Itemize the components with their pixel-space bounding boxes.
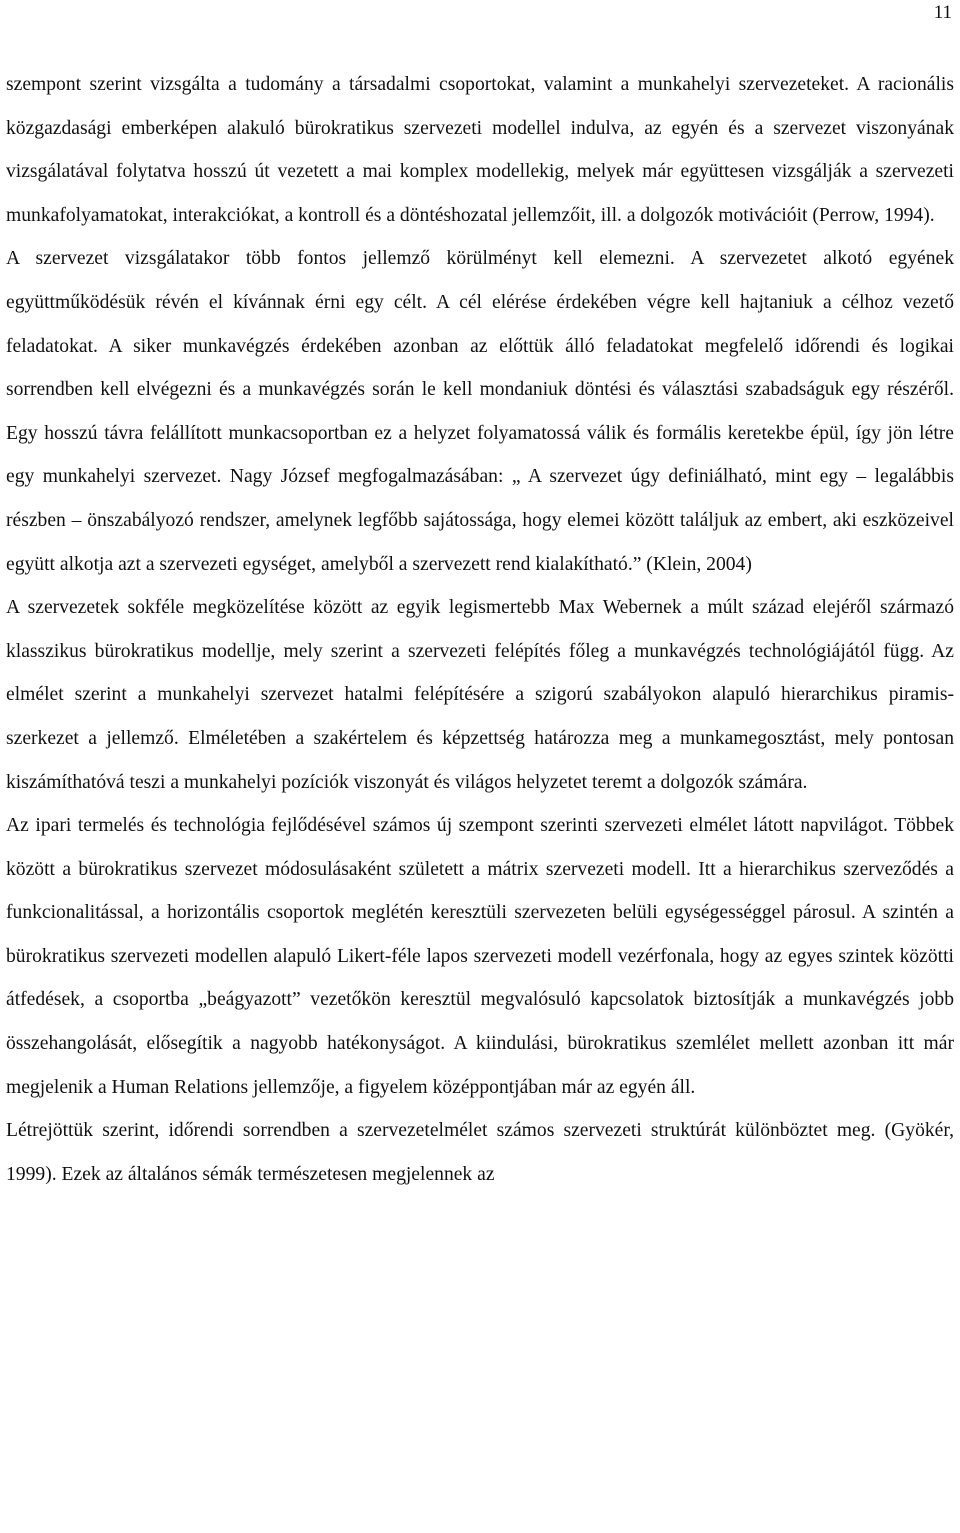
paragraph: Az ipari termelés és technológia fejlődésével számos új szempont szerinti szervezeti elmélet látott napvilágot. Többek között a bürokratikus szervezet módosulásaként született a mátrix szervezeti modell. Itt a hierarchikus szerveződés a funkcionalitással, a horizontális csoportok meglétén keresztüli szervezeten belüli egységességgel párosul. A szintén a bürokratikus szervezeti modellen alapuló Likert-féle lapos szervezeti modell vezérfonala, hogy az egyes szintek közötti átfedések, a csoportba „beágyazott” vezetőkön keresztül megvalósuló kapcsolatok biztosítják a munkavégzés jobb összehangolását, elősegítik a nagyobb hatékonyságot. A kiindulási, bürokratikus szemlélet mellett azonban itt már megjelenik a Human Relations jellemzője, a figyelem középpontjában már az egyén áll. bbox=[6, 815, 954, 1098]
paragraph: szempont szerint vizsgálta a tudomány a társadalmi csoportokat, valamint a munkahelyi szervezeteket. A racionális közgazdasági emberképen alakuló bürokratikus szervezeti modellel indulva, az egyén és a szervezet viszonyának vizsgálatával folytatva hosszú út vezetett a mai komplex modellekig, melyek már együttesen vizsgálják a szervezeti munkafolyamatokat, interakciókat, a kontroll és a döntéshozatal jellemzőit, ill. a dolgozók motivációit (Perrow, 1994). bbox=[6, 74, 954, 226]
paragraph: A szervezetek sokféle megközelítése között az egyik legismertebb Max Webernek a múlt század elejéről származó klasszikus bürokratikus modellje, mely szerint a szervezeti felépítés főleg a munkavégzés technológiájától függ. Az elmélet szerint a munkahelyi szervezet hatalmi felépítésére a szigorú szabályokon alapuló hierarchikus piramis-szerkezet a jellemző. Elméletében a szakértelem és képzettség határozza meg a munkamegosztást, mely pontosan kiszámíthatóvá teszi a munkahelyi pozíciók viszonyát és világos helyzetet teremt a dolgozók számára. bbox=[6, 597, 954, 793]
page-number: 11 bbox=[933, 2, 952, 23]
paragraph: Létrejöttük szerint, időrendi sorrendben a szervezetelmélet számos szervezeti struktúrát különböztet meg. (Gyökér, 1999). Ezek az általános sémák természetesen megjelennek az bbox=[6, 1120, 954, 1185]
paragraph: A szervezet vizsgálatakor több fontos jellemző körülményt kell elemezni. A szervezetet alkotó egyének együttműködésük révén el kívánnak érni egy célt. A cél elérése érdekében végre kell hajtaniuk a célhoz vezető feladatokat. A siker munkavégzés érdekében azonban az előttük álló feladatokat megfelelő időrendi és logikai sorrendben kell elvégezni és a munkavégzés során le kell mondaniuk döntési és választási szabadságuk egy részéről. Egy hosszú távra felállított munkacsoportban ez a helyzet folyamatossá válik és formális keretekbe épül, így jön létre egy munkahelyi szervezet. Nagy József megfogalmazásában: „ A szervezet úgy definiálható, mint egy – legalábbis részben – önszabályozó rendszer, amelynek legfőbb sajátossága, hogy elemei között találjuk az embert, aki eszközeivel együtt alkotja azt a szervezeti egységet, amelyből a szervezett rend kialakítható.” (Klein, 2004) bbox=[6, 248, 954, 575]
document-body bbox=[6, 63, 954, 1196]
